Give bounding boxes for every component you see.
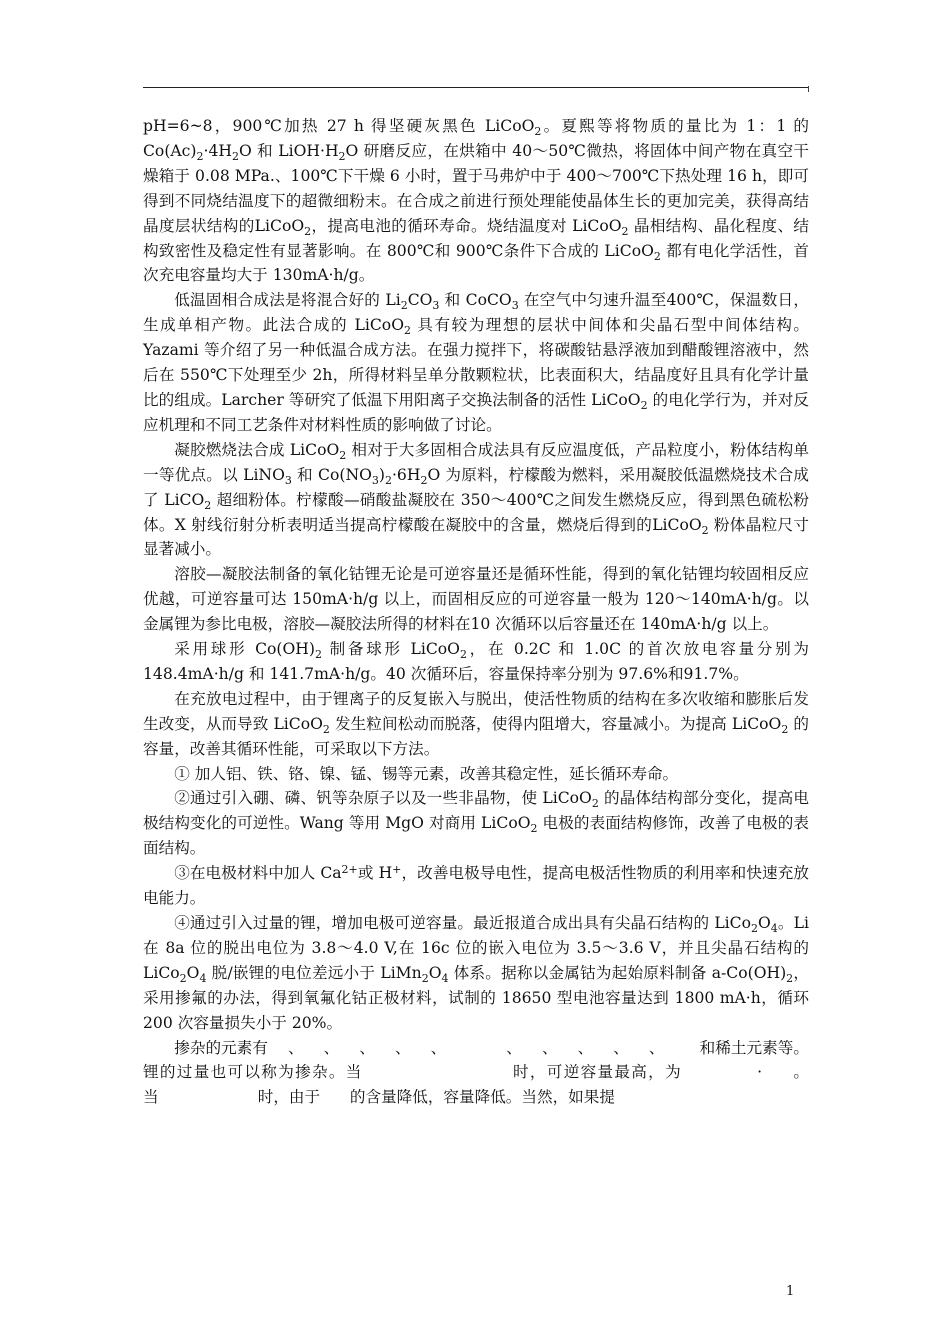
paragraph: 溶胶—凝胶法制备的氧化钴锂无论是可逆容量还是循环性能，得到的氧化钴锂均较固相反应优越，可逆容量可达 150mA·h/g 以上，而固相反应的可逆容量一般为 120～140mA·h/g。以金属锂为参比电极，溶胶—凝胶法所得的材料在10 次循环以后容量还在 140mA·h/g 以上。 [143, 565, 809, 634]
document-body [143, 114, 809, 1110]
paragraph: ① 加人铝、铁、铬、镍、锰、锡等元素，改善其稳定性，延长循环寿命。 [174, 764, 679, 783]
header-rule [143, 87, 809, 88]
paragraph: 掺杂的元素有 、 、 、 、 、 、 、 、 、 、 和稀土元素等。锂的过量也可以称为掺杂。当 时，可逆容量最高，为 · 。当 时，由于 的含量降低，容量降低。当然，如果提 [143, 1038, 809, 1107]
paragraph: ③在电极材料中加人 $Ca^{2+}$或 H+，改善电极导电性，提高电极活性物质的利用率和快速充放电能力。 [143, 863, 809, 908]
header-rule-tick [808, 86, 809, 92]
paragraph: 凝胶燃烧法合成 LiCoO$_2$ 相对于大多固相合成法具有反应温度低，产品粒度小，粉体结构单一等优点。以 LiNO$_3$ 和 $Co(NO_3)_2\cdot 6H_2O$ 为原料，柠檬酸为燃料，采用凝胶低温燃烧技术合成了 LiCO$_2$ 超细粉体。柠檬酸—硝酸盐凝胶在 350～400℃之间发生燃烧反应，得到黑色硫松粉体。X 射线衍射分析表明适当提高柠檬酸在凝胶中的含量，燃烧后得到的LiCoO$_2$ 粉体晶粒尺寸显著减小。 [143, 440, 810, 559]
paragraph: 低温固相合成法是将混合好的 $Li_2CO_3$ 和 CoCO$_3$ 在空气中匀速升温至400℃，保温数日，生成单相产物。此法合成的 LiCoO$_2$ 具有较为理想的层状中间体和尖晶石型中间体结构。Yazami 等介绍了另一种低温合成方法。在强力搅拌下，将碳酸钴悬浮液加到醋酸锂溶液中，然后在 550℃下处理至少 2h，所得材料呈单分散颗粒状，比表面积大，结晶度好且具有化学计量比的组成。Larcher 等研究了低温下用阳离子交换法制备的活性 LiCoO$_2$ 的电化学行为，并对反应机理和不同工艺条件对材料性质的影响做了讨论。 [143, 291, 809, 434]
paragraph: ②通过引入硼、磷、钒等杂原子以及一些非晶物，使 LiCoO$_2$ 的晶体结构部分变化，提高电极结构变化的可逆性。Wang 等用 MgO 对商用 LiCoO$_2$ 电极的表面结构修饰，改善了电极的表面结构。 [143, 789, 809, 858]
page-number: 1 [786, 1284, 795, 1299]
paragraph: ④通过引入过量的锂，增加电极可逆容量。最近报道合成出具有尖晶石结构的 $LiCo_2O_4$。Li 在 8a 位的脱出电位为 3.8～4.0 V,在 16c 位的嵌入电位为 3.5～3.6 V，并且尖晶石结构的 $LiCo_2O_4$ 脱/嵌锂的电位差远小于 $LiMn_2O_4$ 体系。据称以金属钴为起始原料制备 $a-Co(OH)_2$，采用掺氟的办法，得到氧氟化钴正极材料，试制的 18650 型电池容量达到 1800 mA·h，循环 200 次容量损失小于 20%。 [143, 914, 810, 1032]
paragraph: 采用球形 $Co(OH)_2$ 制备球形 LiCoO$_2$，在 0.2C 和 1.0C 的首次放电容量分别为 148.4mA·h/g 和 141.7mA·h/g。40 次循环后，容量保持率分别为 97.6%和91.7%。 [143, 640, 809, 683]
paragraph: pH=6~8，900℃加热 27 h 得坚硬灰黑色 LiCoO$_2$。夏熙等将物质的量比为 1：1 的$Co(Ac)_2\cdot 4H_2O$ 和 $LiOH\cdot H_2O$ 研磨反应，在烘箱中 40～50℃微热，将固体中间产物在真空干燥箱于 0.08 MPa.、100℃下干燥 6 小时，置于马弗炉中于 400～700℃下热处理 16 h，即可得到不同烧结温度下的超微细粉末。在合成之前进行预处理能使晶体生长的更加完美，获得高结晶度层状结构的LiCoO$_2$，提高电池的循环寿命。烧结温度对 LiCoO$_2$ 晶相结构、晶化程度、结构致密性及稳定性有显著影响。在 800℃和 900℃条件下合成的 LiCoO$_2$ 都有电化学活性，首次充电容量均大于 130mA·h/g。 [143, 117, 810, 285]
paragraph: 在充放电过程中，由于锂离子的反复嵌入与脱出，使活性物质的结构在多次收缩和膨胀后发生改变，从而导致 LiCoO$_2$ 发生粒间松动而脱落，使得内阻增大，容量减小。为提高 LiCoO$_2$ 的容量，改善其循环性能，可采取以下方法。 [143, 689, 809, 758]
